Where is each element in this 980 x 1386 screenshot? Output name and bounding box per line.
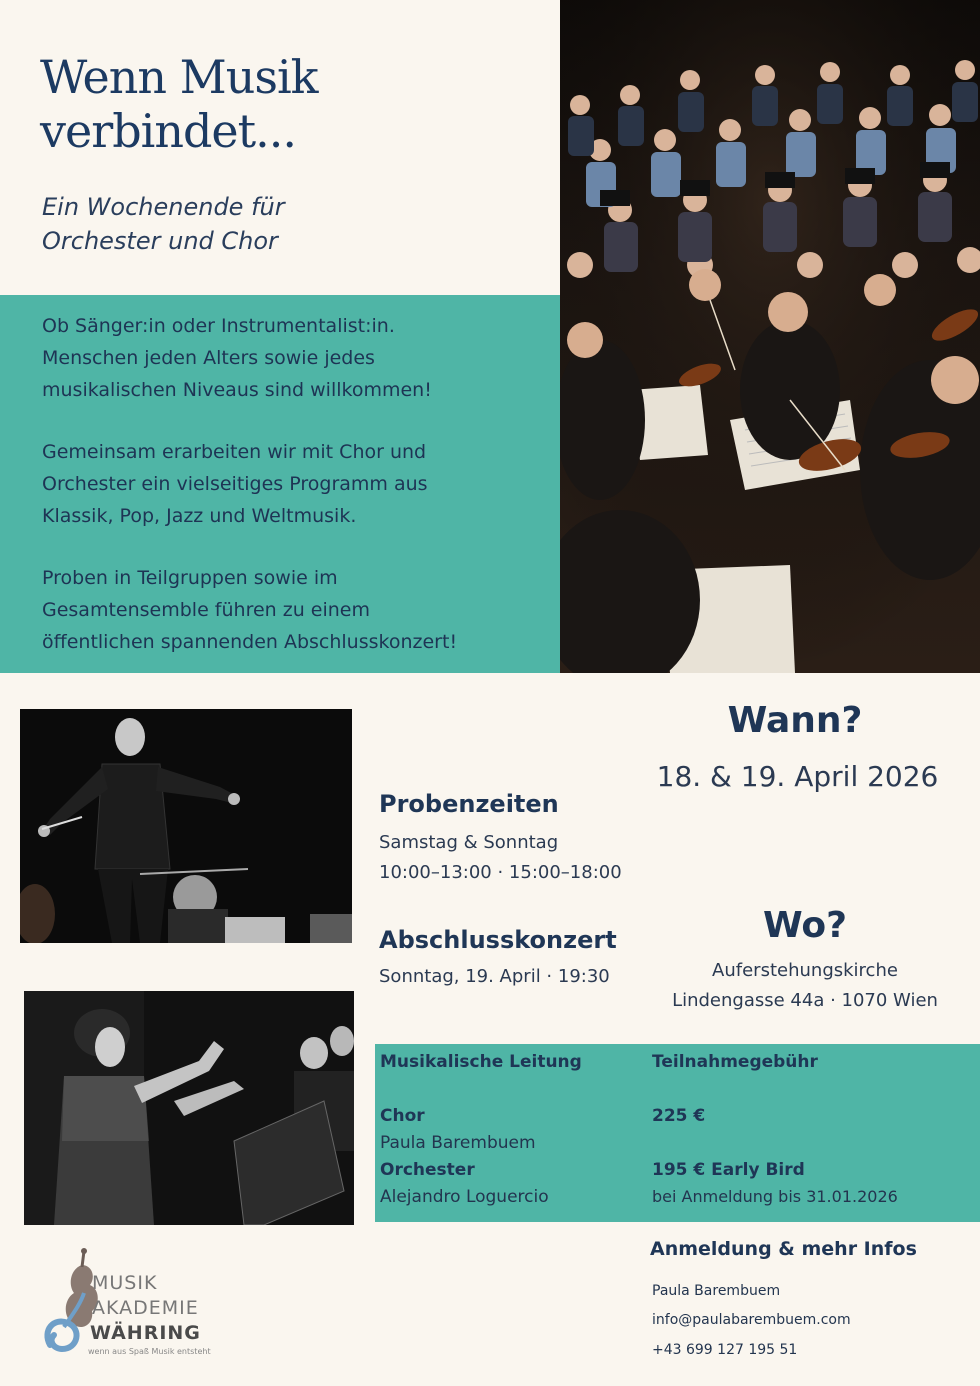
conductor-photo-2 [24,991,354,1225]
probenzeiten-heading: Probenzeiten [379,790,559,818]
conductor-illustration-2 [24,991,354,1225]
conductor-photo-1 [20,709,352,943]
contact-phone[interactable]: +43 699 127 195 51 [652,1342,798,1358]
intro-line: Klassik, Pop, Jazz und Weltmusik. [42,505,357,527]
contact-name: Paula Barembuem [652,1283,781,1299]
page-title [40,50,540,158]
logo-tagline: wenn aus Spaß Musik entsteht [88,1347,211,1356]
intro-line: Orchester ein vielseitiges Programm aus [42,473,428,495]
intro-line: musikalischen Niveaus sind willkommen! [42,379,432,401]
intro-paragraph-2 [42,436,542,532]
wann-heading: Wann? [727,700,863,741]
leitung-heading: Musikalische Leitung [380,1052,582,1072]
probenzeiten-days: Samstag & Sonntag [379,832,559,853]
subtitle-line-2: Orchester und Chor [42,227,278,255]
title-line-2: verbindet... [40,104,297,158]
fee-early-note: bei Anmeldung bis 31.01.2026 [652,1187,898,1206]
intro-line: Proben in Teilgruppen sowie im [42,567,338,589]
abschlusskonzert-heading: Abschlusskonzert [379,926,617,954]
chor-name: Paula Barembuem [380,1133,536,1153]
fee-early-bird: 195 € Early Bird [652,1160,805,1180]
logo-line-1: MUSIK [92,1272,158,1294]
contact-email[interactable]: info@paulabarembuem.com [652,1312,851,1328]
wann-date: 18. & 19. April 2026 [656,760,939,793]
intro-paragraph-1 [42,310,542,406]
intro-line: Ob Sänger:in oder Instrumentalist:in. [42,315,395,337]
wo-address: Lindengasse 44a · 1070 Wien [672,990,938,1011]
intro-paragraph-3 [42,562,542,658]
wo-heading: Wo? [762,905,848,946]
orchester-label: Orchester [380,1160,475,1180]
title-line-1: Wenn Musik [40,50,318,104]
probenzeiten-times: 10:00–13:00 · 15:00–18:00 [379,862,622,883]
fee-regular: 225 € [652,1106,706,1126]
conductor-illustration-1 [20,709,352,943]
orchester-name: Alejandro Loguercio [380,1187,549,1207]
choir-orchestra-photo [560,0,980,673]
fee-heading: Teilnahmegebühr [652,1052,818,1072]
intro-line: Gemeinsam erarbeiten wir mit Chor und [42,441,427,463]
subtitle [42,190,542,258]
chor-label: Chor [380,1106,425,1126]
contact-heading: Anmeldung & mehr Infos [650,1238,917,1260]
intro-line: öffentlichen spannenden Abschlusskonzert! [42,631,458,653]
wo-venue: Auferstehungskirche [712,960,898,981]
choir-orchestra-illustration [560,0,980,673]
logo-line-2: AKADEMIE [92,1297,199,1319]
logo-line-3: WÄHRING [90,1322,201,1344]
intro-line: Menschen jeden Alters sowie jedes [42,347,375,369]
subtitle-line-1: Ein Wochenende für [42,193,285,221]
intro-line: Gesamtensemble führen zu einem [42,599,371,621]
abschlusskonzert-date: Sonntag, 19. April · 19:30 [379,966,610,987]
